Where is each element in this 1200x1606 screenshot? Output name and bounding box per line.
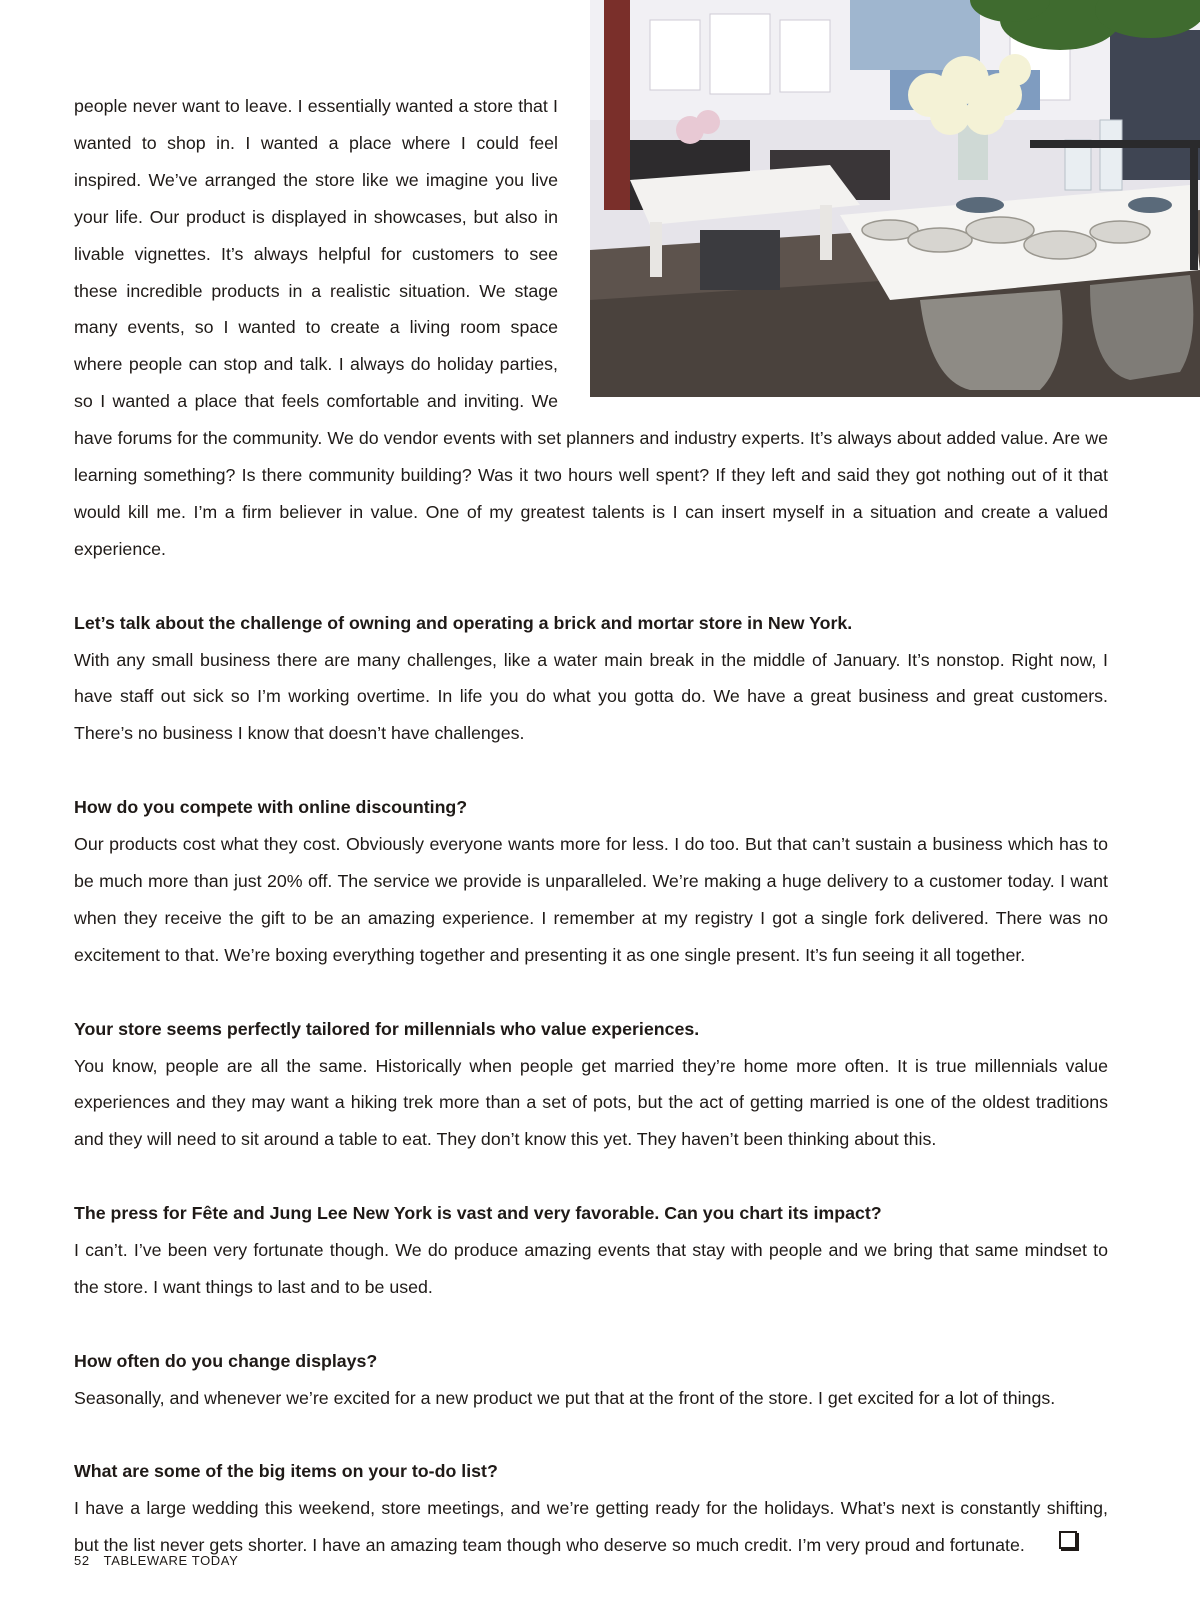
answer-3: You know, people are all the same. Historically when people get married they’re home more often. It is true millennials value experiences and they may want a hiking trek more than a set of pots, but the act of getting married is one of the oldest traditions and they will need to sit around a table to eat. They don’t know this yet. They haven’t been thinking about this. xyxy=(74,1055,1108,1150)
answer-6-text: I have a large wedding this weekend, store meetings, and we’re getting ready for the holidays. What’s next is constantly shifting, but the list never gets shorter. I have an amazing team though who deserve so much credit. I’m very proud and fortunate. xyxy=(74,1498,1108,1556)
question-1: Let’s talk about the challenge of owning and operating a brick and mortar store in New York. xyxy=(74,612,853,633)
question-3: Your store seems perfectly tailored for millennials who value experiences. xyxy=(74,1018,700,1039)
qa-block-2 xyxy=(74,789,1108,974)
qa-block-4 xyxy=(74,1195,1108,1306)
qa-block-5 xyxy=(74,1343,1108,1417)
question-6: What are some of the big items on your to-do list? xyxy=(74,1461,498,1482)
qa-block-1 xyxy=(74,605,1108,753)
question-2: How do you compete with online discounting? xyxy=(74,797,468,818)
intro-paragraph: people never want to leave. I essentially wanted a store that I wanted to shop in. I wanted a place where I could feel inspired. We’ve arranged the store like we imagine you live your life. Our product is displayed in showcases, but also in livable vignettes. It’s always helpful for customers to see these incredible products in a realistic situation. We stage many events, so I wanted to create a living room space where people can stop and talk. I always do holiday parties, so I wanted a place that feels comfortable and inviting. We have forums for the community. We do vendor events with set planners and industry experts. It’s always about added value. Are we learning something? Is there community building? Was it two hours well spent? If they left and said they got nothing out of it that would kill me. I’m a firm believer in value. One of my greatest talents is I can insert myself in a situation and create a valued experience. xyxy=(74,96,1108,559)
qa-block-6 xyxy=(74,1453,1108,1564)
answer-2: Our products cost what they cost. Obviously everyone wants more for less. I do too. But that can’t sustain a business which has to be much more than just 20% off. The service we provide is unparalleled. We’re making a huge delivery to a customer today. I want when they receive the gift to be an amazing experience. I remember at my registry I got a single fork delivered. There was no excitement to that. We’re boxing everything together and presenting it as one single present. It’s fun seeing it all together. xyxy=(74,834,1108,965)
article-body xyxy=(74,88,1108,1564)
qa-block-3 xyxy=(74,1011,1108,1159)
answer-4: I can’t. I’ve been very fortunate though. We do produce amazing events that stay with people and we bring that same mindset to the store. I want things to last and to be used. xyxy=(74,1240,1108,1297)
question-5: How often do you change displays? xyxy=(74,1350,378,1371)
answer-1: With any small business there are many challenges, like a water main break in the middle of January. It’s nonstop. Right now, I have staff out sick so I’m working overtime. In life you do what you gotta do. We have a great business and great customers. There’s no business I know that doesn’t have challenges. xyxy=(74,649,1108,744)
publication-name: TABLEWARE TODAY xyxy=(103,1553,239,1568)
question-4: The press for Fête and Jung Lee New York is vast and very favorable. Can you chart its impact? xyxy=(74,1203,882,1224)
page-number: 52 xyxy=(74,1553,90,1568)
page-footer xyxy=(74,1553,238,1568)
end-of-article-box-icon xyxy=(1059,1531,1077,1549)
store-interior-illustration xyxy=(590,0,1200,397)
answer-5: Seasonally, and whenever we’re excited for a new product we put that at the front of the store. I get excited for a lot of things. xyxy=(74,1387,1056,1408)
store-interior-photo xyxy=(590,0,1200,397)
